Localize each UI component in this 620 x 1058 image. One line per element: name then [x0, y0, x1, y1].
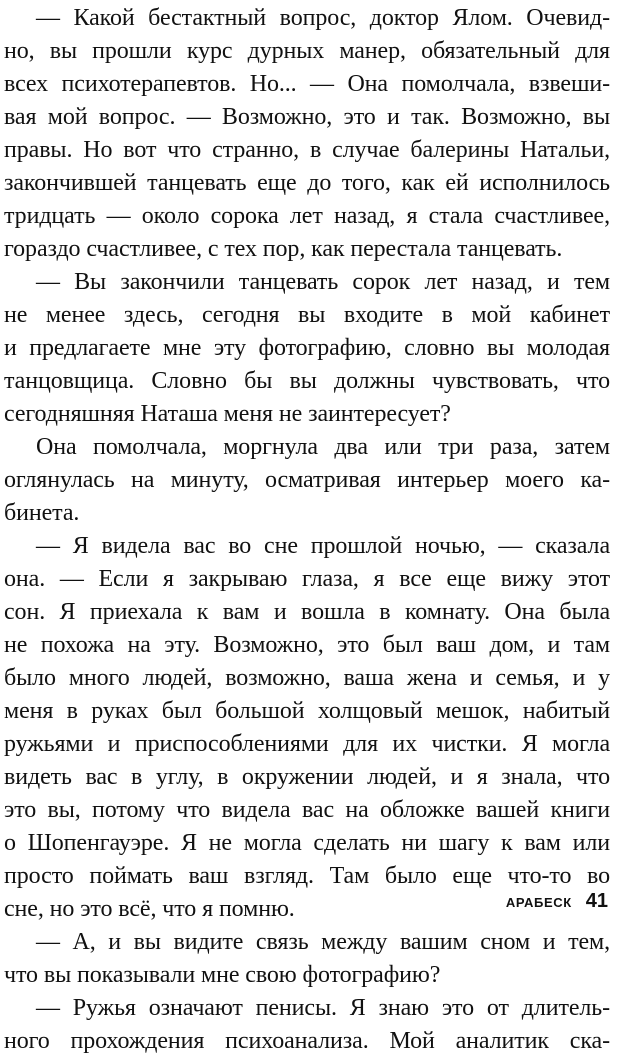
text-line: правы. Но вот что странно, в случае балерины Натальи,	[4, 137, 610, 163]
text-line: ружьями и приспособлениями для их чистки. Я могла	[4, 731, 610, 757]
text-line: бинета.	[4, 500, 80, 526]
text-line: ного прохождения психоанализа. Мой аналитик ска-	[4, 1028, 610, 1054]
running-title: АРАБЕСК	[505, 895, 572, 910]
page-footer	[506, 890, 608, 920]
paragraph	[4, 992, 610, 1058]
paragraph	[4, 530, 610, 926]
paragraph	[4, 926, 610, 992]
text-line: что вы показывали мне свою фотографию?	[4, 962, 441, 988]
page-number: 41	[585, 890, 608, 912]
text-line: всех психотерапевтов. Но... — Она помолчала, взвеши-	[4, 71, 610, 97]
text-line: сегодняшняя Наташа меня не заинтересует?	[4, 401, 451, 427]
text-line: не менее здесь, сегодня вы входите в мой кабинет	[4, 302, 610, 328]
text-line: танцовщица. Словно бы вы должны чувствовать, что	[4, 368, 610, 394]
text-line: она. — Если я закрываю глаза, я все еще вижу этот	[4, 566, 610, 592]
text-line: меня в руках был большой холщовый мешок, набитый	[4, 698, 610, 724]
text-line: Она помолчала, моргнула два или три раза, затем	[36, 434, 610, 460]
text-line: о Шопенгауэре. Я не могла сделать ни шагу к вам или	[4, 830, 610, 856]
text-line: сне, но это всё, что я помню.	[4, 896, 295, 922]
paragraph	[4, 2, 610, 266]
text-line: было много людей, возможно, ваша жена и семья, и у	[4, 665, 610, 691]
text-line: и предлагаете мне эту фотографию, словно вы молодая	[4, 335, 610, 361]
text-line: просто поймать ваш взгляд. Там было еще что-то во	[4, 863, 610, 889]
text-line: тридцать — около сорока лет назад, я стала счастливее,	[4, 203, 610, 229]
text-line: закончившей танцевать еще до того, как ей исполнилось	[4, 170, 610, 196]
text-line: оглянулась на минуту, осматривая интерьер моего ка-	[4, 467, 610, 493]
text-line: — Какой бестактный вопрос, доктор Ялом. Очевид-	[36, 5, 610, 31]
paragraph	[4, 266, 610, 431]
text-line: вая мой вопрос. — Возможно, это и так. Возможно, вы	[4, 104, 610, 130]
text-line: гораздо счастливее, с тех пор, как перестала танцевать.	[4, 236, 563, 262]
text-line: — Я видела вас во сне прошлой ночью, — сказала	[36, 533, 610, 559]
paragraph	[4, 431, 610, 530]
text-line: видеть вас в углу, в окружении людей, и я знала, что	[4, 764, 610, 790]
text-line: — А, и вы видите связь между вашим сном и тем,	[36, 929, 610, 955]
text-line: сон. Я приехала к вам и вошла в комнату. Она была	[4, 599, 610, 625]
text-line: это вы, потому что видела вас на обложке вашей книги	[4, 797, 610, 823]
text-line: но, вы прошли курс дурных манер, обязательный для	[4, 38, 610, 64]
text-line: — Вы закончили танцевать сорок лет назад, и тем	[36, 269, 610, 295]
text-line: не похожа на эту. Возможно, это был ваш дом, и там	[4, 632, 610, 658]
text-line: — Ружья означают пенисы. Я знаю это от длитель-	[36, 995, 610, 1021]
